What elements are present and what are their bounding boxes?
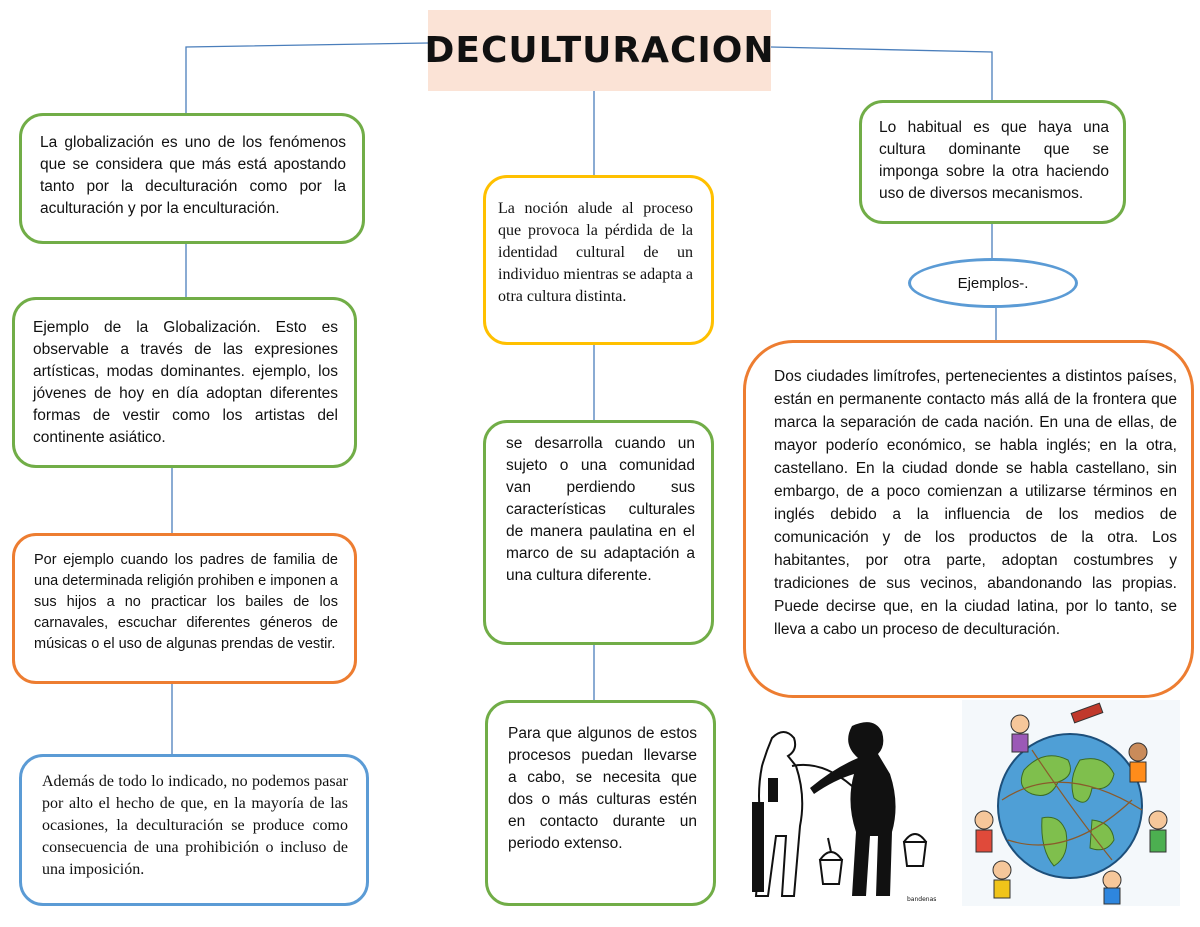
definition-text: La noción alude al proceso que provoca la pérdida de la identidad cultural de un individuo mientras se adapta a otra cultura distinta. xyxy=(498,200,693,305)
title-box xyxy=(424,10,775,91)
two-figures-illustration-icon xyxy=(732,718,944,908)
globalization-box xyxy=(19,113,365,244)
svg-text:bandenas: bandenas xyxy=(907,896,937,903)
religion-example-text: Por ejemplo cuando los padres de familia de una determinada religión prohiben e imponen a sus hijos a no practicar los bailes de los carnavales, escuchar diferentes géneros de músicas o el uso de algunas prendas de vestir. xyxy=(34,552,338,652)
examples-oval xyxy=(908,258,1078,308)
prohibition-text: Además de todo lo indicado, no podemos pasar por alto el hecho de que, en la mayoría de las ocasiones, la deculturación se produce como consecuencia de una prohibición o incluso de una imposición. xyxy=(42,773,348,878)
religion-example-box xyxy=(12,533,357,684)
prohibition-box xyxy=(19,754,369,906)
development-text: se desarrolla cuando un sujeto o una comunidad van perdiendo sus características culturales de manera paulatina en el marco de su adaptación a una cultura diferente. xyxy=(506,435,695,584)
cities-example-box xyxy=(743,340,1194,698)
definition-box xyxy=(483,175,714,345)
globalization-example-text: Ejemplo de la Globalización. Esto es observable a través de las expresiones artísticas, modas dominantes. ejemplo, los jóvenes de hoy en día adoptan diferentes formas de vestir como los artistas del continente asiático. xyxy=(33,319,338,446)
globalization-example-box xyxy=(12,297,357,468)
contact-box xyxy=(485,700,716,906)
cities-example-text: Dos ciudades limítrofes, pertenecientes a distintos países, están en permanente contacto más allá de la frontera que marca la separación de cada nación. En una de ellas, de mayor poderío económico, se habla inglés; en la otra, castellano. En la ciudad donde se habla castellano, sin embargo, de a poco comienzan a utilizarse términos en inglés debido a la influencia de los medios de comunicación y de los productos de la otra. Los habitantes, por otra parte, adoptan costumbres y tradiciones de sus vecinos, abandonando las propias. Puede decirse que, en la ciudad latina, por lo tanto, se lleva a cabo un proceso de deculturación. xyxy=(774,368,1177,638)
page-title: DECULTURACION xyxy=(424,30,775,71)
development-box xyxy=(483,420,714,645)
contact-text: Para que algunos de estos procesos puedan llevarse a cabo, se necesita que dos o más culturas estén en contacto durante un periodo extenso. xyxy=(508,725,697,852)
globalization-text: La globalización es uno de los fenómenos que se considera que más está apostando tanto por la deculturación como por la aculturación y por la enculturación. xyxy=(40,134,346,217)
dominant-culture-box xyxy=(859,100,1126,224)
globe-children-illustration-icon xyxy=(962,700,1180,906)
dominant-culture-text: Lo habitual es que haya una cultura dominante que se imponga sobre la otra haciendo uso de diversos mecanismos. xyxy=(879,119,1109,202)
examples-label: Ejemplos-. xyxy=(957,274,1029,292)
